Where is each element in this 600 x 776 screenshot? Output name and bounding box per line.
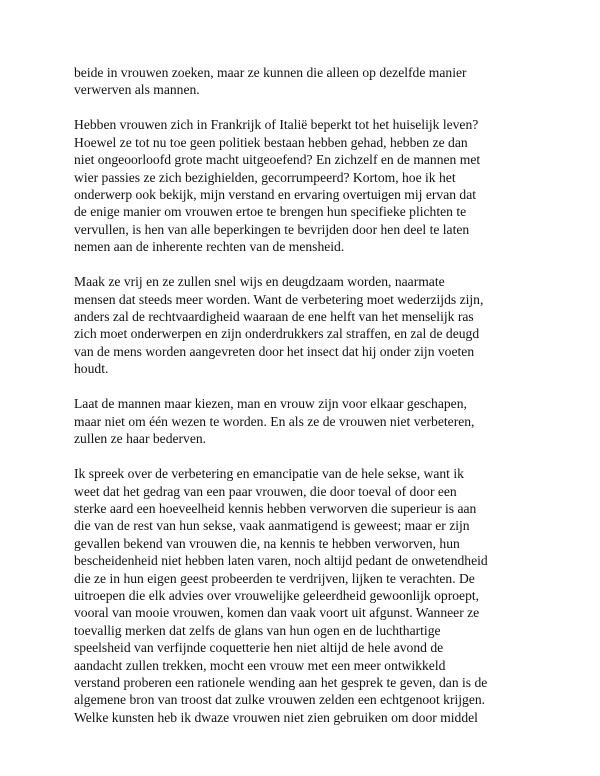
text-line: uitroepen die elk advies over vrouwelijke geleerdheid gewoonlijk oproept,	[74, 587, 480, 603]
text-line: Hoewel ze tot nu toe geen politiek bestaan hebben gehad, hebben ze dan	[74, 134, 468, 150]
text-line: houdt.	[74, 361, 109, 377]
text-line: Hebben vrouwen zich in Frankrijk of Italië beperkt tot het huiselijk leven?	[74, 117, 479, 133]
text-line: anders zal de rechtvaardigheid waaraan de ene helft van het menselijk ras	[74, 309, 474, 325]
text-line: vervullen, is hen van alle beperkingen te bevrijden door hen deel te laten	[74, 221, 470, 237]
text-line: beide in vrouwen zoeken, maar ze kunnen die alleen op dezelfde manier	[74, 65, 467, 80]
text-line: algemene bron van troost dat zulke vrouwen zelden een echtgenoot krijgen.	[74, 692, 486, 708]
text-line: sterke aard een hoeveelheid kennis hebben verworven die superieur is aan	[74, 500, 477, 516]
text-line: zullen ze haar bederven.	[74, 431, 207, 447]
text-line: nemen aan de inherente rechten van de mensheid.	[74, 239, 345, 255]
text-line: die van de rest van hun sekse, vaak aanmatigend is geweest; maar er zijn	[74, 518, 470, 534]
text-line: verstand proberen een rationele wending aan het gesprek te geven, dan is de	[74, 674, 488, 690]
text-line: van de mens worden aangevreten door het insect dat hij onder zijn voeten	[74, 343, 475, 359]
text-line: wier passies ze zich bezighielden, gecorrumpeerd? Kortom, hoe ik het	[74, 169, 456, 185]
text-line: maar niet om één wezen te worden. En als ze de vrouwen niet verbeteren,	[74, 413, 475, 429]
text-line: vooral van mooie vrouwen, komen dan vaak voort uit afgunst. Wanneer ze	[74, 605, 480, 621]
document-page	[74, 64, 524, 744]
text-line: aandacht zullen trekken, mocht een vrouw met een meer ontwikkeld	[74, 657, 446, 673]
text-line: weet dat het gedrag van een paar vrouwen, die door toeval of door een	[74, 483, 457, 499]
text-line: speelsheid van verfijnde coquetterie hen niet altijd de hele avond de	[74, 640, 444, 656]
text-line: toevallig merken dat zelfs de glans van hun ogen en de luchthartige	[74, 622, 441, 638]
text-line: niet ongeoorloofd grote macht uitgeoefend? En zichzelf en de mannen met	[74, 152, 481, 168]
paragraph-4	[74, 395, 524, 447]
text-line: gevallen bekend van vrouwen die, na kennis te hebben verworven, hun	[74, 535, 460, 551]
text-line: Maak ze vrij en ze zullen snel wijs en deugdzaam worden, naarmate	[74, 274, 445, 290]
text-line: bescheidenheid niet hebben laten varen, noch altijd pedant de onwetendheid	[74, 553, 488, 569]
text-line: verwerven als mannen.	[74, 82, 200, 98]
text-line: onderwerp ook bekijk, mijn verstand en ervaring overtuigen mij ervan dat	[74, 187, 477, 203]
text-line: zich moet onderwerpen en zijn onderdrukkers zal straffen, en zal de deugd	[74, 326, 480, 342]
paragraph-5	[74, 465, 524, 726]
text-line: Welke kunsten heb ik dwaze vrouwen niet zien gebruiken om door middel	[74, 709, 478, 725]
paragraph-1	[74, 64, 524, 99]
text-line: die ze in hun eigen geest probeerden te verdrijven, lijken te verachten. De	[74, 570, 475, 586]
text-line: Laat de mannen maar kiezen, man en vrouw zijn voor elkaar geschapen,	[74, 396, 467, 412]
text-line: mensen dat steeds meer worden. Want de verbetering moet wederzijds zijn,	[74, 291, 484, 307]
text-line: de enige manier om vrouwen ertoe te brengen hun specifieke plichten te	[74, 204, 467, 220]
paragraph-3	[74, 273, 524, 377]
text-line: Ik spreek over de verbetering en emancipatie van de hele sekse, want ik	[74, 466, 464, 482]
paragraph-2	[74, 116, 524, 255]
